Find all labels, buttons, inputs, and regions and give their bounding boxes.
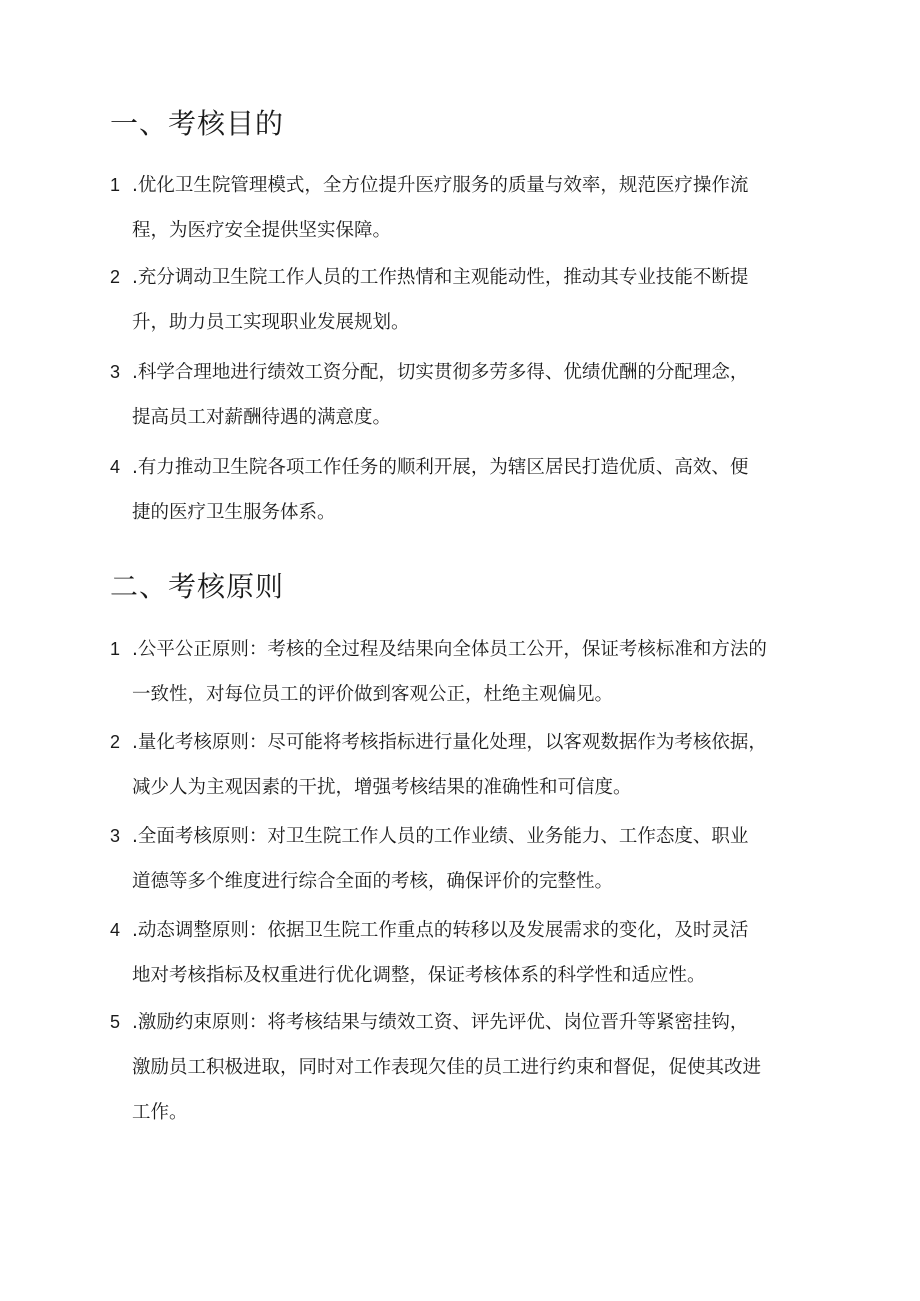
item-text [132, 908, 812, 998]
item-text [132, 814, 812, 904]
item-line: .优化卫生院管理模式，全方位提升医疗服务的质量与效率，规范医疗操作流 [132, 175, 749, 196]
item-line: .科学合理地进行绩效工资分配，切实贯彻多劳多得、优绩优酬的分配理念， [132, 362, 749, 383]
item-text [132, 1000, 812, 1135]
item-number: 4 [110, 457, 121, 477]
item-line: .激励约束原则：将考核结果与绩效工资、评先评优、岗位晋升等紧密挂钩， [132, 1012, 749, 1033]
item-number: 1 [110, 175, 121, 195]
item-text [132, 255, 812, 345]
item-line: 一致性，对每位员工的评价做到客观公正，杜绝主观偏见。 [132, 684, 614, 705]
item-line: 工作。 [132, 1102, 188, 1123]
item-number: 2 [110, 267, 121, 287]
item-line: 提高员工对薪酬待遇的满意度。 [132, 407, 392, 428]
item-line: 激励员工积极进取，同时对工作表现欠佳的员工进行约束和督促，促使其改进 [132, 1057, 762, 1078]
item-number: 3 [110, 362, 121, 382]
item-text [132, 627, 812, 717]
item-text [132, 445, 812, 535]
item-line: .全面考核原则：对卫生院工作人员的工作业绩、业务能力、工作态度、职业 [132, 826, 749, 847]
item-line: 道德等多个维度进行综合全面的考核，确保评价的完整性。 [132, 871, 614, 892]
item-line: 程，为医疗安全提供坚实保障。 [132, 220, 392, 241]
item-number: 4 [110, 920, 121, 940]
section-title: 二、考核原则 [110, 570, 285, 603]
item-line: .有力推动卫生院各项工作任务的顺利开展，为辖区居民打造优质、高效、便 [132, 457, 749, 478]
item-line: .动态调整原则：依据卫生院工作重点的转移以及发展需求的变化，及时灵活 [132, 920, 749, 941]
section-title: 一、考核目的 [110, 107, 285, 140]
item-text [132, 163, 812, 253]
item-line: .公平公正原则：考核的全过程及结果向全体员工公开，保证考核标准和方法的 [132, 639, 767, 660]
item-number: 1 [110, 639, 121, 659]
item-line: 升，助力员工实现职业发展规划。 [132, 312, 410, 333]
item-text [132, 720, 812, 810]
item-line: .量化考核原则：尽可能将考核指标进行量化处理，以客观数据作为考核依据， [132, 732, 767, 753]
item-line: 捷的医疗卫生服务体系。 [132, 502, 336, 523]
item-number: 2 [110, 732, 121, 752]
item-line: 减少人为主观因素的干扰，增强考核结果的准确性和可信度。 [132, 777, 632, 798]
item-number: 3 [110, 826, 121, 846]
item-line: 地对考核指标及权重进行优化调整，保证考核体系的科学性和适应性。 [132, 965, 706, 986]
item-text [132, 350, 812, 440]
item-number: 5 [110, 1012, 121, 1032]
item-line: .充分调动卫生院工作人员的工作热情和主观能动性，推动其专业技能不断提 [132, 267, 749, 288]
